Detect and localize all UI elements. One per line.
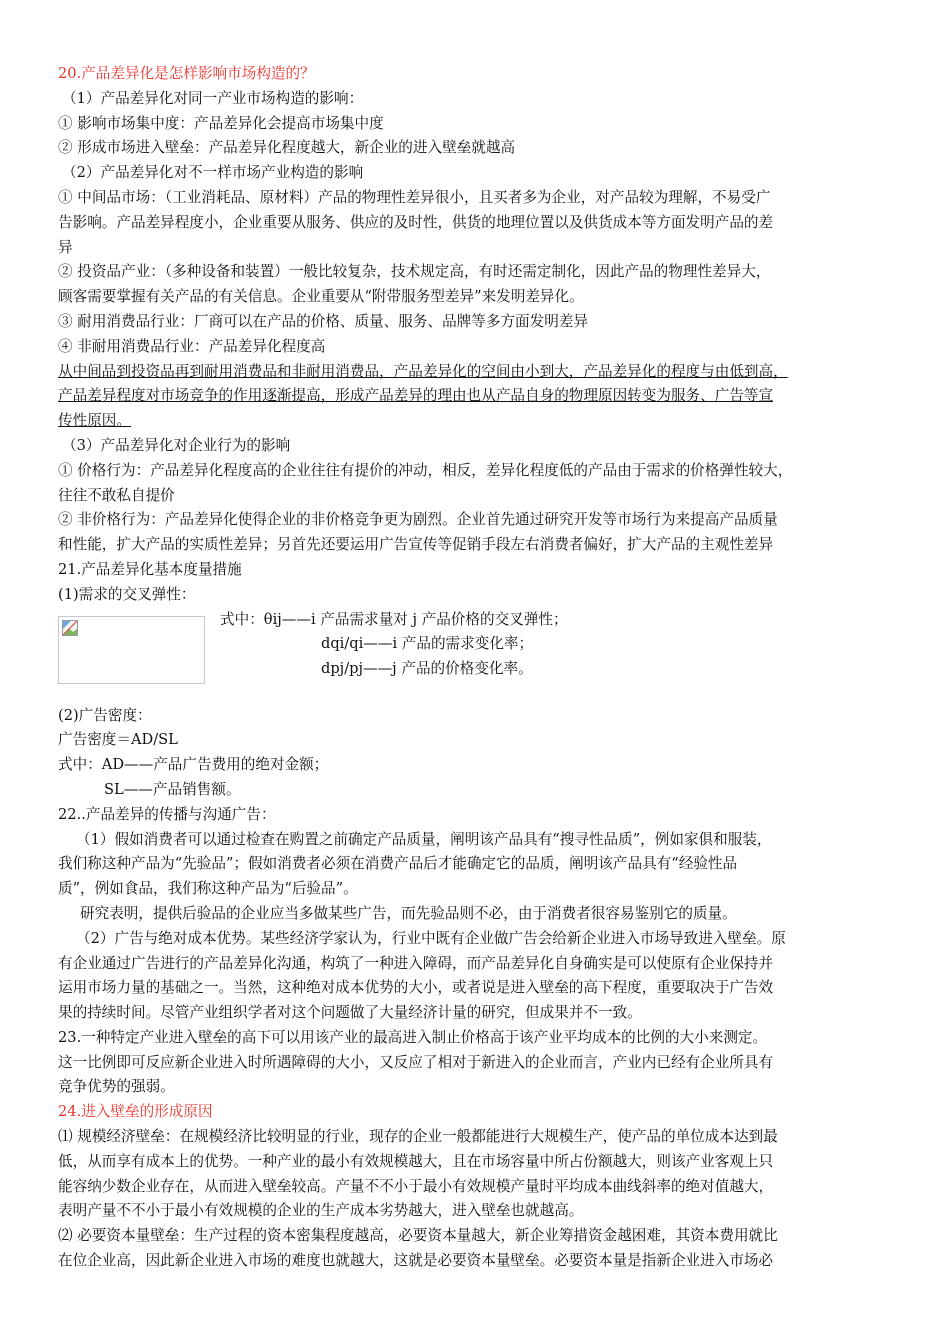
section-20-part3-item1-line1: ① 价格行为：产品差异化程度高的企业往往有提价的冲动，相反，差异化程度低的产品由于需求的价格弹性较大， [58,461,793,479]
section-21-title: 21.产品差异化基本度量措施 [58,560,242,578]
section-20-part2-item3: ③ 耐用消费品行业：厂商可以在产品的价格、质量、服务、品牌等多方面发明差异 [58,312,589,330]
broken-image-icon [62,620,78,636]
section-20-part3-item2-line1: ② 非价格行为：产品差异化使得企业的非价格竞争更为剧烈。企业首先通过研究开发等市场行为来提高产品质量 [58,511,778,529]
section-21-part1-heading: (1)需求的交叉弹性： [58,585,196,603]
section-20-part1-heading: （1）产品差异化对同一产业市场构造的影响： [62,89,364,107]
cross-elasticity-formula-block [58,608,892,704]
section-23-line1: 23.一种特定产业进入壁垒的高下可以用该产业的最高进入制止价格高于该产业平均成本的比例的大小来测定。 [58,1028,768,1046]
section-20-part3-heading: （3）产品差异化对企业行为的影响 [62,436,291,454]
section-20-part2-heading: （2）产品差异化对不一样市场产业构造的影响 [62,164,364,182]
section-20-title: 20.产品差异化是怎样影响市场构造的？ [58,65,315,82]
section-22-part2-line4: 果的持续时间。尽管产业组织学者对这个问题做了大量经济计量的研究，但成果并不一致。 [58,1004,642,1022]
section-23-line2: 这一比例即可反应新企业进入时所遇障碍的大小，又反应了相对于新进入的企业而言，产业内已经有企业所具有 [58,1053,774,1071]
section-20-part2-item1-line1: ① 中间品市场：（工业消耗品、原材料）产品的物理性差异很小，且买者多为企业，对产品较为理解，不易受广 [58,188,771,206]
section-24-part1-line2: 低，从而享有成本上的优势。一种产业的最小有效规模越大，且在市场容量中所占份额越大，则该产业客观上只 [58,1152,774,1170]
section-20-part2-item2-line1: ② 投资品产业：（多种设备和装置）一般比较复杂，技术规定高，有时还需定制化，因此产品的物理性差异大， [58,263,771,281]
section-20-part2-item2-line2: 顾客需要掌握有关产品的有关信息。企业重要从“附带服务型差异”来发明差异化。 [58,288,584,306]
section-22-part1-line1: （1）假如消费者可以通过检查在购置之前确定产品质量，阐明该产品具有“搜寻性品质”，例如家俱和服装， [76,830,772,848]
section-20-summary-line2: 产品差异程度对市场竞争的作用逐渐提高，形成产品差异的理由也从产品自身的物理原因转变为服务、广告等宣 [58,387,774,405]
section-22-part2-line1: （2）广告与绝对成本优势。某些经济学家认为，行业中既有企业做广告会给新企业进入市场导致进入壁垒。原 [76,929,786,947]
section-21-part2-heading: (2)广告密度： [58,706,152,724]
section-22-part1-line3: 质”，例如食品，我们称这种产品为“后验品”。 [58,880,358,898]
section-22-part1-line4: 研究表明，提供后验品的企业应当多做某些广告，而先验品则不必，由于消费者很容易鉴别它的质量。 [80,904,737,922]
section-24-part1-line3: 能容纳少数企业存在，从而进入壁垒较高。产量不不小于最小有效规模产量时平均成本曲线斜率的绝对值越大， [58,1177,774,1195]
section-22-title: 22..产品差异的传播与沟通广告： [58,805,276,823]
ad-density-formula: 广告密度＝AD/SL [58,731,178,749]
formula-definition-dqi: dqi/qi——i 产品的需求变化率； [321,635,534,653]
section-24-title: 24.进入壁垒的形成原因 [58,1103,213,1121]
section-22-part2-line3: 运用市场力量的基础之一。当然，这种绝对成本优势的大小，或者说是进入壁垒的高下程度，重要取决于广告效 [58,979,774,997]
section-20-summary-line1: 从中间品到投资品再到耐用消费品和非耐用消费品，产品差异化的空间由小到大，产品差异化的程度与由低到高， [58,362,788,380]
section-22-part1-line2: 我们称这种产品为“先验品”；假如消费者必须在消费产品后才能确定它的品质，阐明该产品具有“经验性品 [58,855,738,873]
section-20-part1-item2: ② 形成市场进入壁垒：产品差异化程度越大，新企业的进入壁垒就越高 [58,139,516,157]
section-24-part2-line2: 在位企业高，因此新企业进入市场的难度也就越大，这就是必要资本量壁垒。必要资本量是指新企业进入市场必 [58,1252,774,1270]
section-24-part2-line1: ⑵ 必要资本量壁垒：生产过程的资本密集程度越高，必要资本量越大，新企业筹措资金越困难，其资本费用就比 [58,1227,778,1245]
section-22-part2-line2: 有企业通过广告进行的产品差异化沟通，构筑了一种进入障碍，而产品差异化自身确实是可以使原有企业保持并 [58,954,774,972]
formula-definition-dpj: dpj/pj——j 产品的价格变化率。 [321,660,533,678]
section-23-line3: 竞争优势的强弱。 [58,1078,175,1096]
section-20-part2-item1-line3: 异 [58,238,73,256]
section-24-part1-line1: ⑴ 规模经济壁垒：在规模经济比较明显的行业，现存的企业一般都能进行大规模生产，使产品的单位成本达到最 [58,1128,778,1146]
section-24-part1-line4: 表明产量不不小于最小有效规模的企业的生产成本劣势越大，进入壁垒也就越高。 [58,1202,584,1220]
section-20-part2-item1-line2: 告影响。产品差异程度小，企业重要从服务、供应的及时性，供货的地理位置以及供货成本等方面发明产品的差 [58,213,774,231]
ad-density-definition-sl: SL——产品销售额。 [104,780,241,798]
section-20-part2-item4: ④ 非耐用消费品行业：产品差异化程度高 [58,337,326,355]
section-20-summary-line3: 传性原因。 [58,412,131,430]
section-20-part3-item2-line2: 和性能，扩大产品的实质性差异；另首先还要运用广告宣传等促销手段左右消费者偏好，扩大产品的主观性差异 [58,536,774,554]
section-20-part3-item1-line2: 往往不敢私自提价 [58,486,175,504]
formula-definition-theta: 式中：θij——i 产品需求量对 j 产品价格的交叉弹性； [220,610,568,628]
ad-density-definition-ad: 式中：AD——产品广告费用的绝对金额； [58,756,329,774]
formula-image-placeholder [58,616,205,684]
section-20-part1-item1: ① 影响市场集中度：产品差异化会提高市场集中度 [58,114,384,132]
